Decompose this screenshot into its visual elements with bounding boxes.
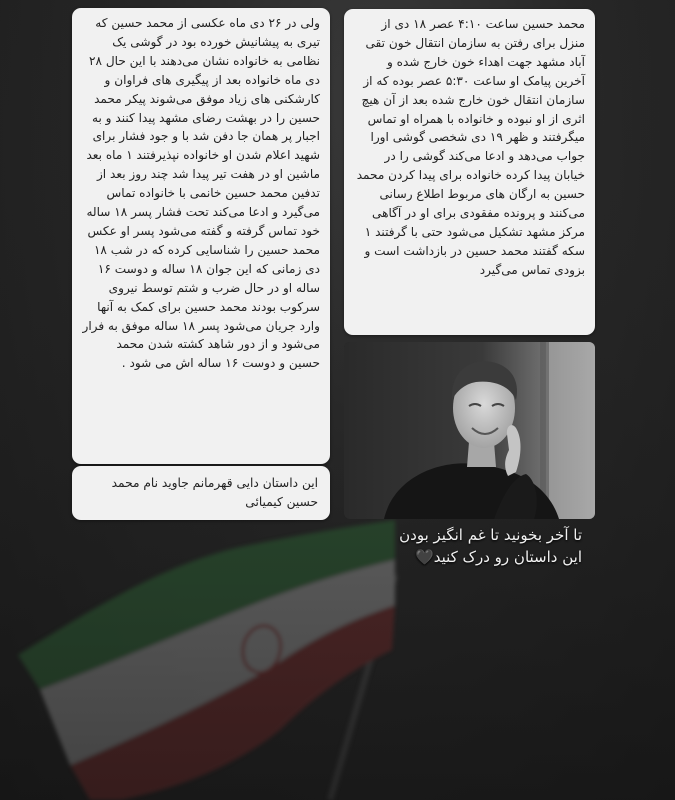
- portrait-image: [344, 342, 595, 519]
- caption-line-1: تا آخر بخونید تا غم انگیز بودن: [399, 526, 582, 544]
- message-text-right: محمد حسین ساعت ۴:۱۰ عصر ۱۸ دی از منزل برای رفتن به سازمان انتقال خون تقی آباد مشهد جهت اهداء خون خارج شده و آخرین پیامک او ساعت ۵:۳۰ عصر بوده که از سازمان انتقال خون خارج شده بعد از آن هیچ اثری از او نبوده و خانواده با همراه او تماس میگرفتند و ظهر ۱۹ دی شخصی گوشی اورا جواب می‌دهد و ادعا می‌کند گوشی را در خیابان پیدا کرده خانواده برای پیدا کردن محمد حسین به ارگان های مربوط اطلاع رسانی می‌کنند و پرونده مفقودی برای او در آگاهی مرکز مشهد تشکیل می‌شود حتی با گرفتند ۱ سکه گفتند محمد حسین در بازداشت است و بزودی تماس می‌گیرد: [356, 17, 585, 277]
- portrait-photo: [344, 342, 595, 519]
- message-card-footer: [72, 466, 330, 520]
- message-text-left: ولی در ۲۶ دی ماه عکسی از محمد حسین که تیری به پیشانیش خورده بود در گوشی یک نظامی به خانواده نشان می‌دهند با این حال ۲۸ دی ماه خانواده بعد از پیگیری های فراوان و کارشکنی های زیاد موفق می‌شوند پیکر محمد حسین را در بهشت رضای مشهد پیدا کنند و به اجبار پر همان جا دفن شد با و جود فشار برای شهید اعلام شدن او خانواده نپذیرفتند ۱ ماه بعد ماشین او در هفت تیر پیدا شد چند روز بعد از تدفین محمد حسین خانمی با خانواده تماس می‌گیرد و ادعا می‌کند تحت فشار پسر ۱۸ ساله خود تماس گرفته و گفته می‌شود پسر او عکس محمد حسین را شناسایی کرده که در شب ۱۸ دی زمانی که این جوان ۱۸ ساله و دوست ۱۶ ساله او در حال ضرب و شتم توسط نیروی سرکوب بودند محمد حسین برای کمک به آنها وارد جریان می‌شود پسر ۱۸ ساله موفق به فرار می‌شود و از دور شاهد کشته شدن محمد حسین و دوست ۱۶ ساله اش می شود .: [82, 16, 320, 371]
- message-text-footer: این داستان دایی قهرمانم جاوید نام محمد حسین کیمیائی: [111, 476, 318, 509]
- message-card-left: [72, 8, 330, 464]
- story-caption: [344, 524, 582, 568]
- caption-line-2: این داستان رو درک کنید🖤: [415, 548, 582, 566]
- message-card-right: [344, 9, 595, 335]
